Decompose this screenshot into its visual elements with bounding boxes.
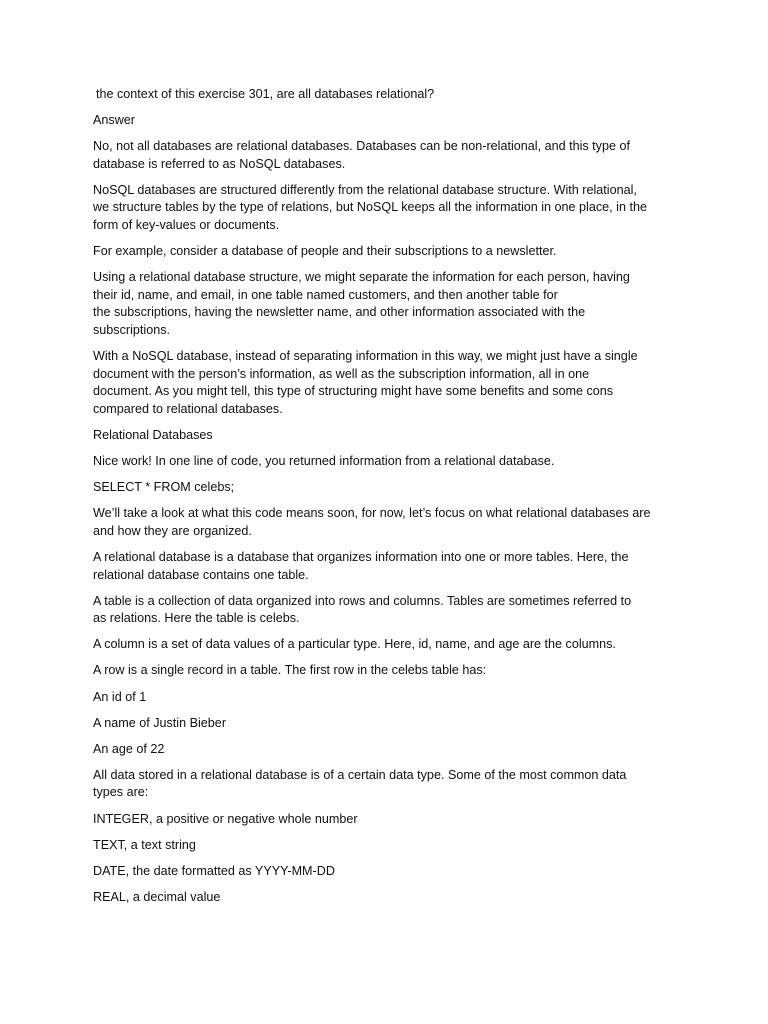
- paragraph: [93, 453, 683, 471]
- paragraph-line: We’ll take a look at what this code means soon, for now, let’s focus on what relational databases are: [93, 506, 651, 521]
- paragraph: [93, 243, 683, 261]
- paragraph-line: and how they are organized.: [93, 523, 252, 538]
- paragraph-line: Relational Databases: [93, 428, 213, 442]
- answer-heading: [93, 112, 683, 130]
- document-page: [93, 86, 683, 915]
- paragraph-line: compared to relational databases.: [93, 401, 283, 416]
- paragraph-line: form of key-values or documents.: [93, 218, 280, 233]
- paragraph-line: types are:: [93, 785, 149, 800]
- list-item: [93, 689, 683, 707]
- paragraph-line: the context of this exercise 301, are all databases relational?: [96, 87, 435, 101]
- paragraph-line: With a NoSQL database, instead of separating information in this way, we might just have a single: [93, 349, 638, 364]
- paragraph-line: document. As you might tell, this type of structuring might have some benefits and some cons: [93, 384, 614, 399]
- paragraph-line: A row is a single record in a table. The first row in the celebs table has:: [93, 663, 487, 678]
- paragraph-line: the subscriptions, having the newsletter name, and other information associated with the: [93, 305, 586, 320]
- paragraph-line: database is referred to as NoSQL databases.: [93, 156, 346, 171]
- section-heading: [93, 427, 683, 445]
- paragraph: [93, 636, 683, 654]
- paragraph: [93, 348, 683, 418]
- paragraph-line: we structure tables by the type of relations, but NoSQL keeps all the information in one place, in the: [93, 200, 647, 215]
- paragraph-line: A table is a collection of data organized into rows and columns. Tables are sometimes referred to: [93, 593, 632, 608]
- paragraph-line: document with the person’s information, as well as the subscription information, all in one: [93, 366, 590, 381]
- paragraph-line: All data stored in a relational database is of a certain data type. Some of the most common data: [93, 767, 627, 782]
- paragraph-line: as relations. Here the table is celebs.: [93, 611, 300, 626]
- paragraph: [93, 505, 683, 540]
- paragraph: [93, 549, 683, 584]
- paragraph-line: A relational database is a database that organizes information into one or more tables. Here, the: [93, 549, 629, 564]
- paragraph-line: INTEGER, a positive or negative whole number: [93, 811, 358, 826]
- paragraph-line: An id of 1: [93, 689, 147, 704]
- paragraph: [93, 182, 683, 235]
- paragraph-line: An age of 22: [93, 741, 165, 756]
- paragraph-line: No, not all databases are relational databases. Databases can be non-relational, and this type of: [93, 139, 630, 154]
- paragraph-line: A name of Justin Bieber: [93, 715, 227, 730]
- list-item: [93, 715, 683, 733]
- paragraph-line: their id, name, and email, in one table named customers, and then another table for: [93, 287, 558, 302]
- paragraph: [93, 138, 683, 173]
- paragraph-line: relational database contains one table.: [93, 567, 309, 582]
- code-line: [93, 479, 683, 497]
- paragraph-line: NoSQL databases are structured differently from the relational database structure. With relational,: [93, 182, 637, 197]
- paragraph-line: A column is a set of data values of a particular type. Here, id, name, and age are the columns.: [93, 637, 616, 652]
- list-item: [93, 889, 683, 907]
- question-text: [93, 86, 683, 104]
- paragraph: [93, 662, 683, 680]
- paragraph-line: Answer: [93, 113, 135, 128]
- paragraph: [93, 767, 683, 802]
- paragraph-line: subscriptions.: [93, 323, 170, 338]
- list-item: [93, 811, 683, 829]
- paragraph-line: REAL, a decimal value: [93, 889, 221, 904]
- list-item: [93, 863, 683, 881]
- paragraph-line: DATE, the date formatted as YYYY-MM-DD: [93, 863, 335, 878]
- paragraph-line: Using a relational database structure, we might separate the information for each person, having: [93, 270, 630, 285]
- paragraph: [93, 269, 683, 339]
- paragraph-line: Nice work! In one line of code, you returned information from a relational database.: [93, 454, 555, 469]
- paragraph-line: SELECT * FROM celebs;: [93, 480, 235, 495]
- list-item: [93, 837, 683, 855]
- paragraph-line: TEXT, a text string: [93, 837, 196, 852]
- list-item: [93, 741, 683, 759]
- paragraph: [93, 593, 683, 628]
- paragraph-line: For example, consider a database of people and their subscriptions to a newsletter.: [93, 244, 557, 259]
